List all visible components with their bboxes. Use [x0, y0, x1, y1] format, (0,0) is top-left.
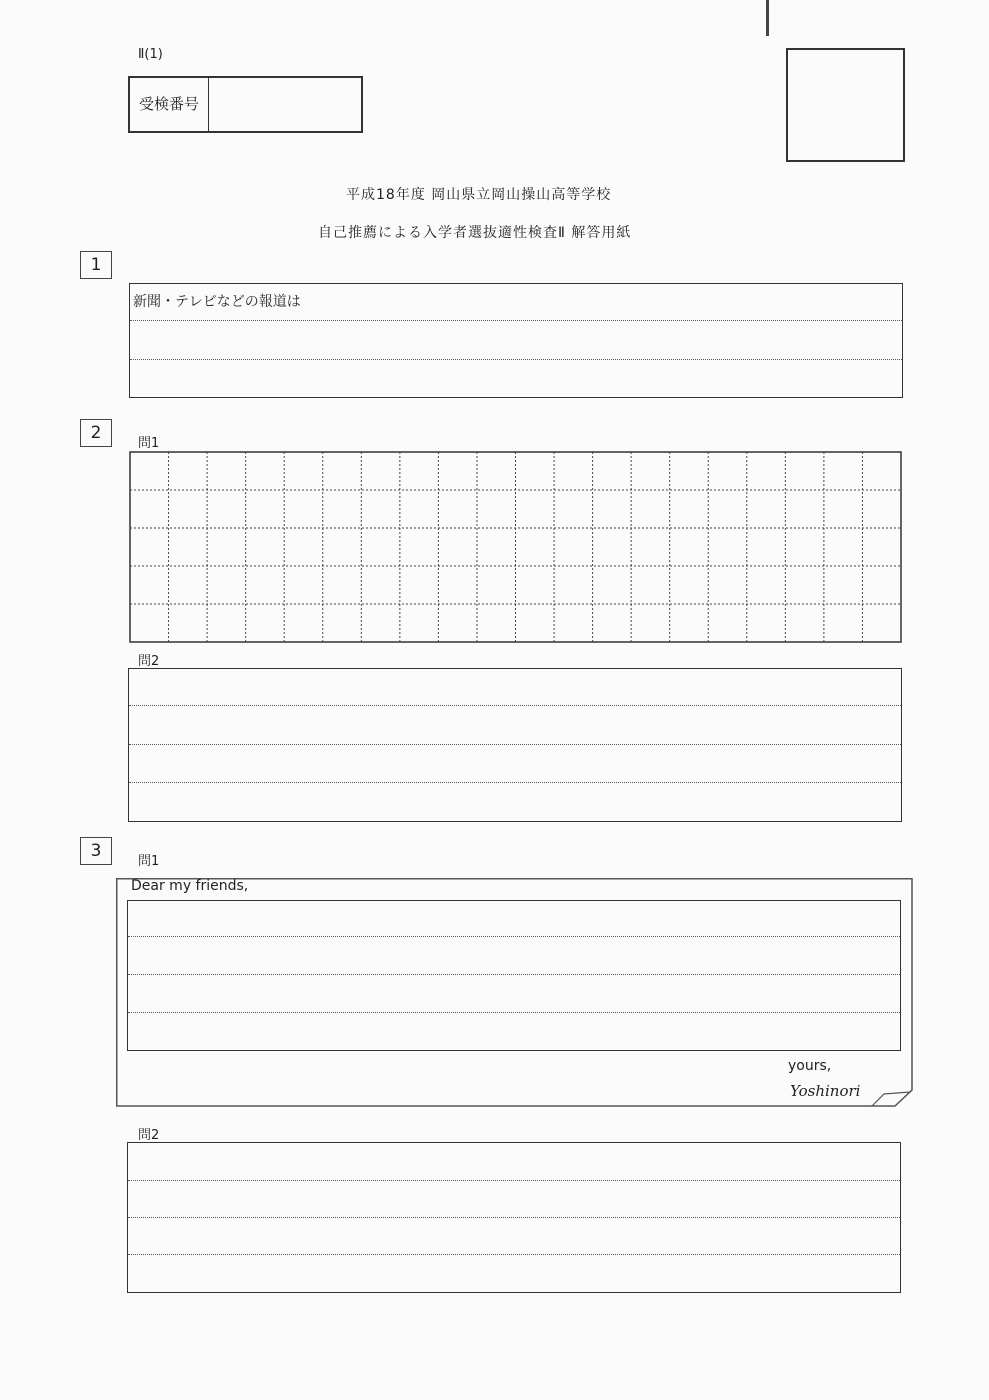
answer-line [128, 974, 900, 975]
answer-line [128, 1180, 900, 1181]
letter-answer-box[interactable] [127, 900, 901, 1051]
answer-line [129, 782, 901, 783]
section-number-1: 1 [80, 251, 112, 279]
letter-closing: yours, [788, 1058, 832, 1074]
answer-line [129, 744, 901, 745]
section-number-2: 2 [80, 419, 112, 447]
section2-q1-label: 問1 [138, 436, 160, 451]
character-grid-svg [129, 451, 902, 643]
section3-q2-label: 問2 [138, 1128, 160, 1143]
letter-card [116, 878, 913, 1107]
section3-q1-label: 問1 [138, 854, 160, 869]
section2-q2-label: 問2 [138, 654, 160, 669]
page-title-line2: 自己推薦による入学者選抜適性検査Ⅱ 解答用紙 [318, 225, 632, 241]
page-reference: Ⅱ(1) [138, 47, 163, 62]
page-title-line1: 平成18年度 岡山県立岡山操山高等学校 [346, 187, 612, 203]
answer-line [129, 705, 901, 706]
section2-q1-character-grid[interactable] [129, 451, 902, 643]
section2-q2-answer-box[interactable] [128, 668, 902, 822]
answer-line [128, 936, 900, 937]
answer-line [130, 320, 902, 321]
answer-line [128, 1012, 900, 1013]
exam-number-box [128, 76, 363, 133]
letter-signature: Yoshinori [790, 1082, 861, 1100]
margin-mark [766, 0, 769, 36]
exam-number-field[interactable] [210, 78, 361, 131]
section3-q2-answer-box[interactable] [127, 1142, 901, 1293]
section1-answer-box[interactable] [129, 283, 903, 398]
score-box[interactable] [786, 48, 905, 162]
answer-line [128, 1254, 900, 1255]
section1-prompt: 新聞・テレビなどの報道は [133, 294, 301, 310]
answer-line [128, 1217, 900, 1218]
answer-line [130, 359, 902, 360]
letter-greeting: Dear my friends, [131, 878, 249, 894]
section-number-3: 3 [80, 837, 112, 865]
exam-number-label: 受検番号 [130, 78, 209, 131]
